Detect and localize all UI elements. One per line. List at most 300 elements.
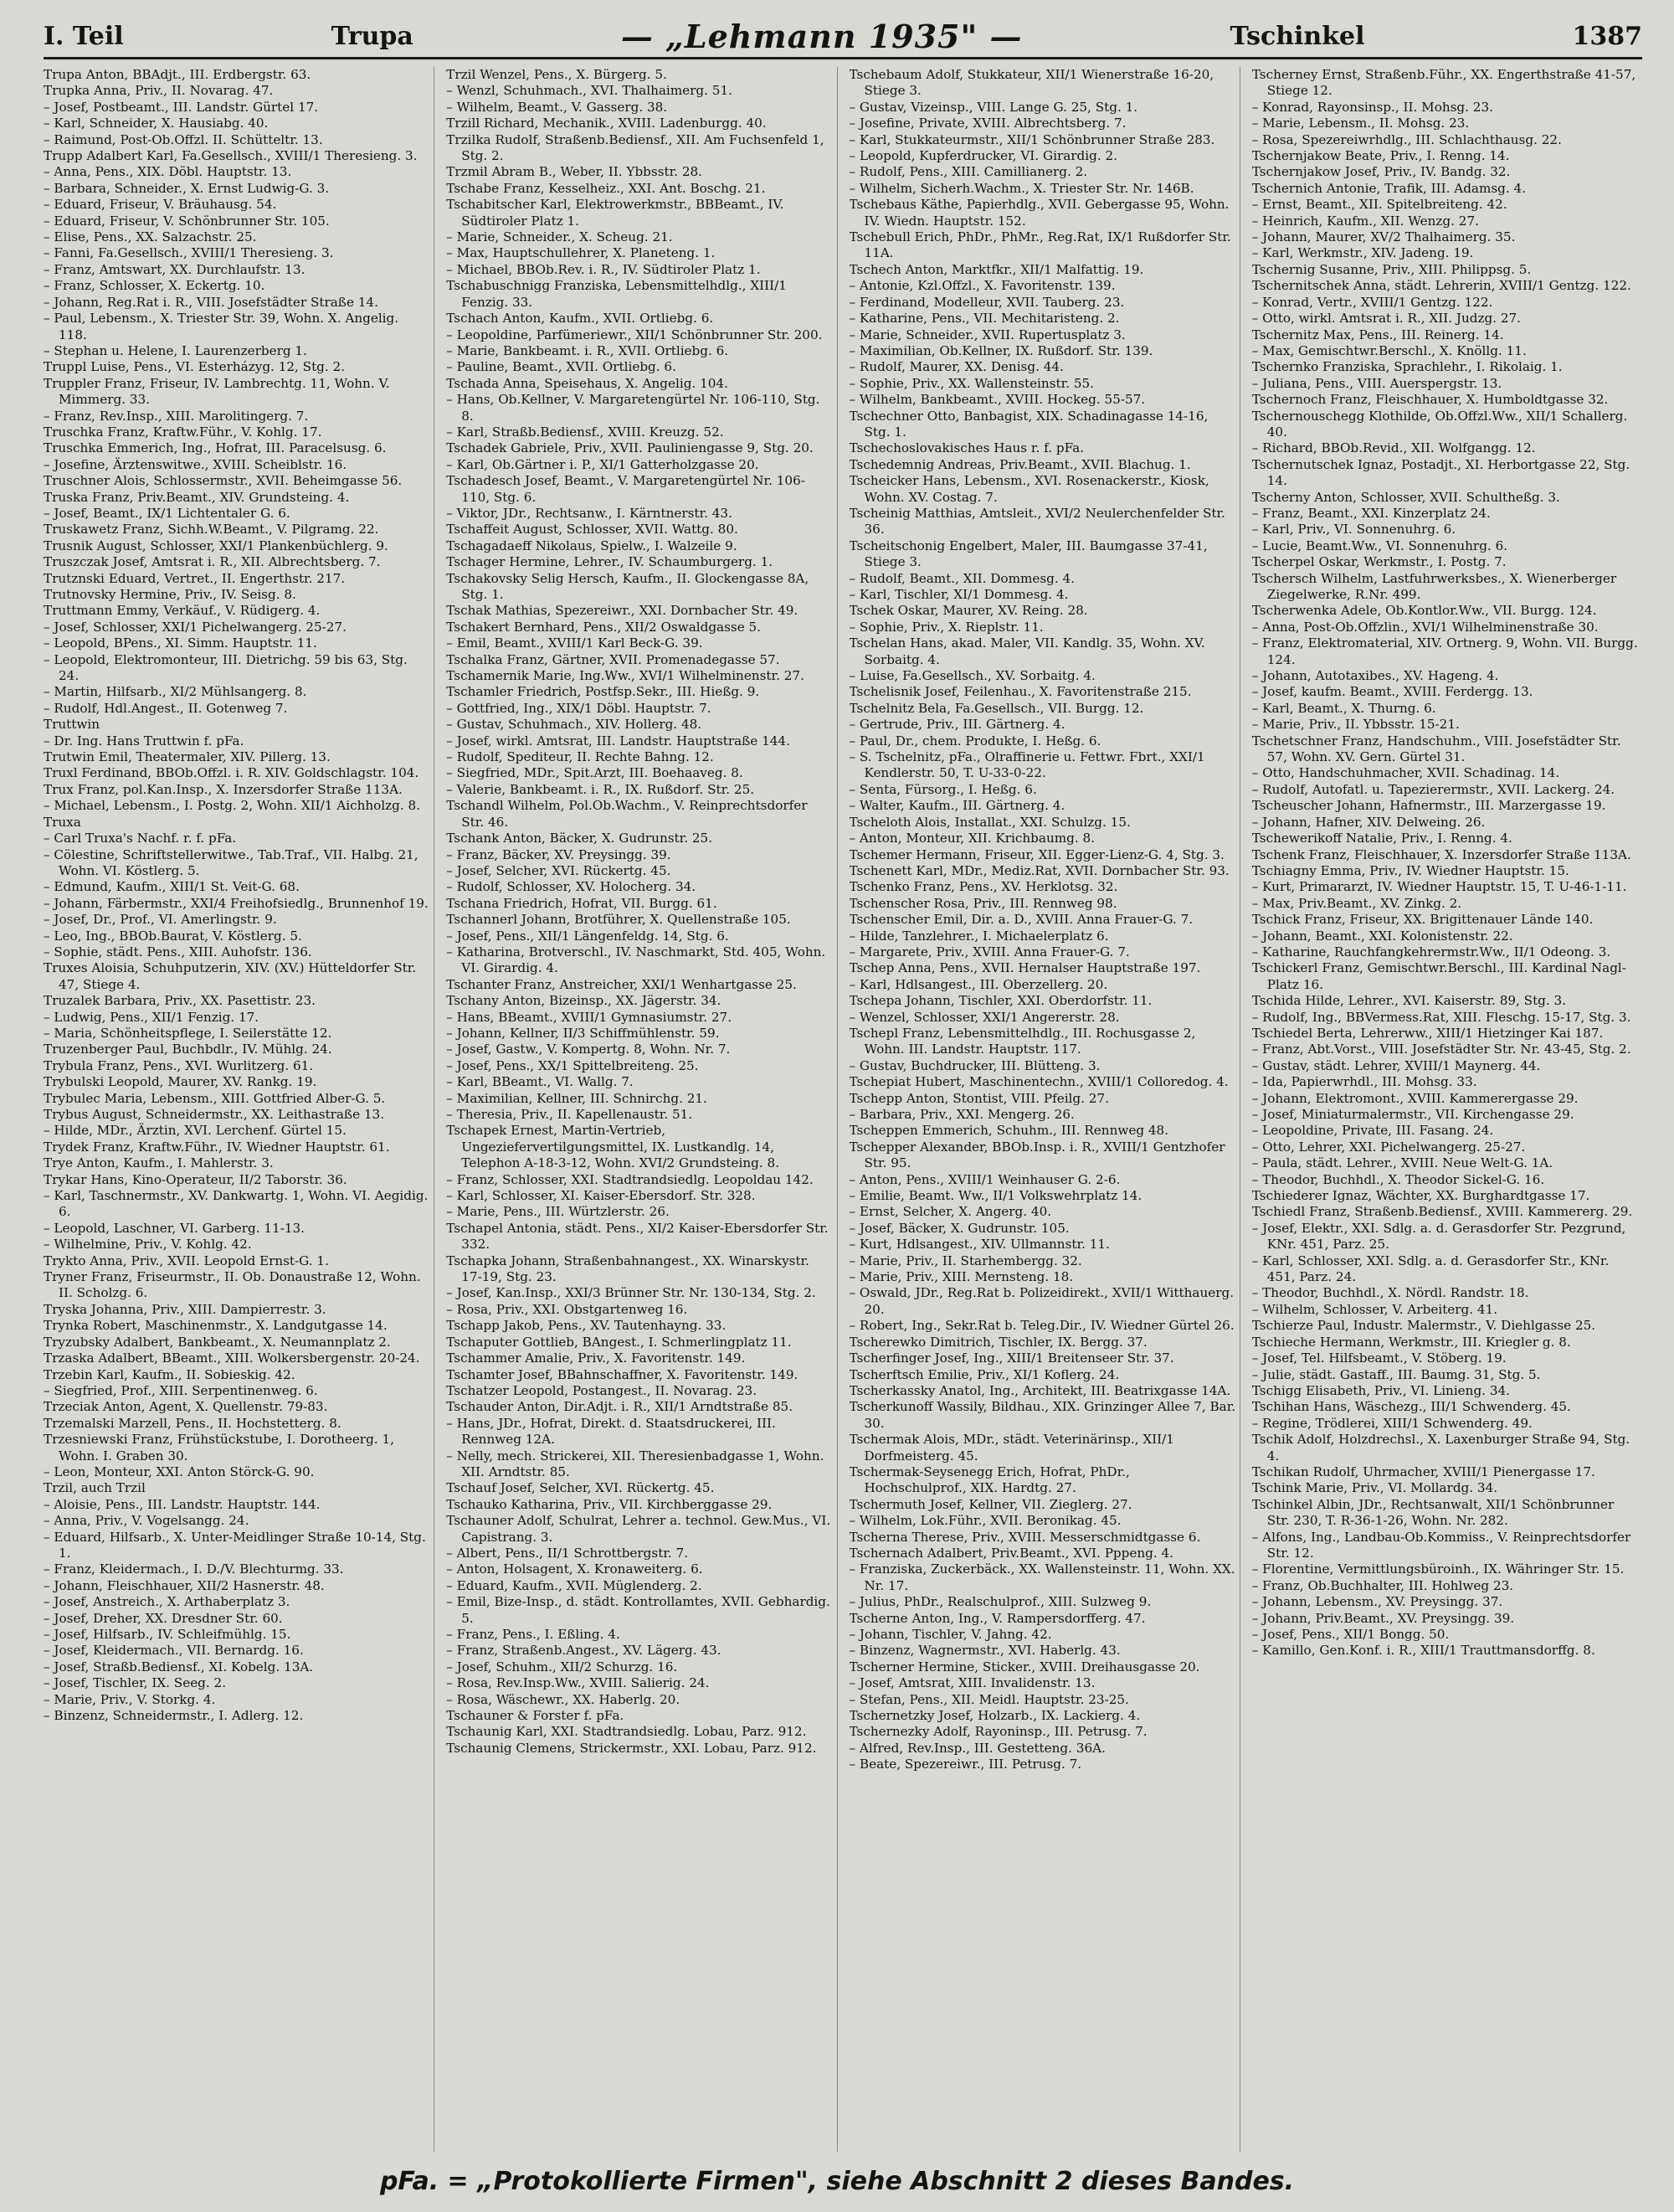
directory-entry: Tschiagny Emma, Priv., IV. Wiedner Hauptstr. 15.	[1251, 862, 1569, 878]
directory-entry: Trux Franz, pol.Kan.Insp., X. Inzersdorfer Straße 113A.	[44, 781, 403, 797]
directory-entry: – Anna, Post-Ob.Offzlin., XVI/1 Wilhelminenstraße 30.	[1251, 619, 1599, 635]
directory-entry: – Leopoldine, Parfümeriewr., XII/1 Schönbrunner Str. 200.	[446, 327, 823, 342]
directory-entry: – Leopold, BPens., XI. Simm. Hauptstr. 11.	[44, 635, 317, 651]
directory-entry: Tschandl Wilhelm, Pol.Ob.Wachm., V. Reinprechtsdorfer Str. 46.	[446, 798, 808, 830]
directory-entry: Tschakovsky Selig Hersch, Kaufm., II. Glockengasse 8A, Stg. 1.	[446, 570, 809, 602]
directory-entry: – Luise, Fa.Gesellsch., XV. Sorbaitg. 4.	[849, 668, 1096, 684]
directory-entry: Tschamter Josef, BBahnschaffner, X. Favoritenstr. 149.	[446, 1366, 798, 1382]
directory-entry: Tschernetzky Josef, Holzarb., IX. Lackierg. 4.	[849, 1708, 1141, 1724]
directory-entry: Tscherna Therese, Priv., XVIII. Messerschmidtgasse 6.	[849, 1529, 1201, 1545]
directory-entry: – Josef, Postbeamt., III. Landstr. Gürtel 17.	[44, 99, 319, 115]
directory-entry: – Josef, Miniaturmalermstr., VII. Kirchengasse 29.	[1251, 1107, 1574, 1122]
directory-entry: Trybus August, Schneidermstr., XX. Leithastraße 13.	[44, 1107, 385, 1122]
directory-entry: – Richard, BBOb.Revid., XII. Wolfgangg. 12.	[1251, 440, 1536, 456]
directory-entry: – Barbara, Priv., XXI. Mengerg. 26.	[849, 1107, 1075, 1122]
directory-entry: Tschernach Adalbert, Priv.Beamt., XVI. Pppeng. 4.	[849, 1545, 1174, 1561]
directory-entry: – Gustav, städt. Lehrer, XVIII/1 Maynerg. 44.	[1251, 1057, 1541, 1073]
directory-entry: – Marie, Schneider., XVII. Rupertusplatz 3.	[849, 327, 1126, 342]
directory-entry: Tschabe Franz, Kesselheiz., XXI. Ant. Boschg. 21.	[446, 180, 766, 196]
directory-entry: Tscheppen Emmerich, Schuhm., III. Rennweg 48.	[849, 1123, 1169, 1139]
directory-entry: – Hans, JDr., Hofrat, Direkt. d. Staatsdruckerei, III. Rennweg 12A.	[446, 1415, 776, 1448]
directory-entry: Tschenscher Rosa, Priv., III. Rennweg 98.	[849, 895, 1117, 911]
directory-entry: Trupp Adalbert Karl, Fa.Gesellsch., XVIII/1 Theresieng. 3.	[44, 148, 418, 164]
directory-entry: Tschada Anna, Speisehaus, X. Angelig. 104.	[446, 375, 728, 391]
directory-entry: – Raimund, Post-Ob.Offzl. II. Schütteltr. 13.	[44, 131, 323, 147]
directory-entry: – Leopold, Kupferdrucker, VI. Girardig. 2.	[849, 148, 1117, 164]
directory-entry: Trykar Hans, Kino-Operateur, II/2 Taborstr. 36.	[44, 1171, 347, 1187]
directory-entry: – Viktor, JDr., Rechtsanw., I. Kärntnerstr. 43.	[446, 505, 732, 521]
directory-entry: – Gertrude, Priv., III. Gärtnerg. 4.	[849, 717, 1066, 733]
directory-entry: – Lucie, Beamt.Ww., VI. Sonnenuhrg. 6.	[1251, 538, 1508, 553]
directory-entry: – Karl, Stukkateurmstr., XII/1 Schönbrunner Straße 283.	[849, 131, 1215, 147]
directory-entry: – Pauline, Beamt., XVII. Ortliebg. 6.	[446, 359, 676, 375]
directory-entry: Trykto Anna, Priv., XVII. Leopold Ernst-G. 1.	[44, 1253, 329, 1268]
directory-entry: Tschep Anna, Pens., XVII. Hernalser Hauptstraße 197.	[849, 960, 1201, 976]
directory-entry: Trye Anton, Kaufm., I. Mahlerstr. 3.	[44, 1155, 274, 1171]
directory-entry: – Johann, Elektromont., XVIII. Kammerergasse 29.	[1251, 1090, 1579, 1106]
directory-entry: Tschida Hilde, Lehrer., XVI. Kaiserstr. 89, Stg. 3.	[1251, 993, 1567, 1009]
directory-entry: – Johann, Fleischhauer, XII/2 Hasnerstr. 48.	[44, 1577, 325, 1593]
directory-entry: Tschauder Anton, Dir.Adjt. i. R., XII/1 Arndtstraße 85.	[446, 1399, 793, 1415]
directory-entry: – Karl, Schneider, X. Hausiabg. 40.	[44, 116, 269, 131]
directory-entry: Tschapka Johann, Straßenbahnangest., XX. Winarskystr. 17-19, Stg. 23.	[446, 1253, 809, 1285]
directory-entry: – Hilde, MDr., Ärztin, XVI. Lerchenf. Gürtel 15.	[44, 1123, 347, 1139]
directory-entry: Tschenk Franz, Fleischhauer, X. Inzersdorfer Straße 113A.	[1251, 846, 1631, 862]
directory-entry: Tscherny Anton, Schlosser, XVII. Schultheßg. 3.	[1251, 489, 1560, 505]
directory-entry: – Emilie, Beamt. Ww., II/1 Volkswehrplatz 14.	[849, 1188, 1143, 1204]
directory-entry: Tschermuth Josef, Kellner, VII. Zieglerg. 27.	[849, 1496, 1132, 1512]
directory-entry: – Franz, Ob.Buchhalter, III. Hohlweg 23.	[1251, 1577, 1514, 1593]
directory-entry: – Josef, Pens., XX/1 Spittelbreiteng. 25.	[446, 1057, 699, 1073]
directory-entry: Tschernko Franziska, Sprachlehr., I. Rikolaig. 1.	[1251, 359, 1563, 375]
directory-entry: – Nelly, mech. Strickerei, XII. Theresienbadgasse 1, Wohn. XII. Arndtstr. 85.	[446, 1448, 824, 1479]
directory-entry: – Josef, Pens., XII/1 Längenfeldg. 14, Stg. 6.	[446, 928, 729, 944]
directory-entry: Tschiedl Franz, Straßenb.Bediensf., XVIII. Kammererg. 29.	[1251, 1204, 1633, 1220]
directory-entry: Tschadesch Josef, Beamt., V. Margaretengürtel Nr. 106-110, Stg. 6.	[446, 473, 805, 505]
directory-entry: – Marie, Lebensm., II. Mohsg. 23.	[1251, 116, 1470, 131]
directory-entry: – Anton, Monteur, XII. Krichbaumg. 8.	[849, 831, 1095, 846]
directory-entry: Tscheicker Hans, Lebensm., XVI. Rosenackerstr., Kiosk, Wohn. XV. Costag. 7.	[849, 473, 1209, 505]
directory-entry: – Josef, Kan.Insp., XXI/3 Brünner Str. Nr. 130-134, Stg. 2.	[446, 1285, 816, 1301]
directory-entry: Tschedemnig Andreas, Priv.Beamt., XVII. Blachug. 1.	[849, 456, 1191, 472]
directory-entry: – Josefine, Private, XVIII. Albrechtsberg. 7.	[849, 116, 1127, 131]
directory-entry: – Rudolf, Maurer, XX. Denisg. 44.	[849, 359, 1064, 375]
directory-entry: Tschechner Otto, Banbagist, XIX. Schadinagasse 14-16, Stg. 1.	[849, 408, 1209, 440]
directory-entry: – Franz, Pens., I. Eßling. 4.	[446, 1627, 620, 1642]
directory-entry: – Josef, Anstreich., X. Arthaberplatz 3.	[44, 1594, 290, 1610]
directory-entry: – Karl, Hdlsangest., III. Oberzellerg. 20.	[849, 976, 1108, 992]
directory-entry: Tschapel Antonia, städt. Pens., XI/2 Kaiser-Ebersdorfer Str. 332.	[446, 1220, 829, 1253]
directory-entry: Tschink Marie, Priv., VI. Mollardg. 34.	[1251, 1480, 1498, 1496]
directory-entry: – Marie, Priv., XIII. Mernsteng. 18.	[849, 1269, 1074, 1285]
directory-entry: – Karl, Taschnermstr., XV. Dankwartg. 1, Wohn. VI. Aegidig. 6.	[44, 1188, 429, 1220]
directory-entry: – Marie, Bankbeamt. i. R., XVII. Ortliebg. 6.	[446, 342, 729, 358]
directory-entry: Tschick Franz, Friseur, XX. Brigittenauer Lände 140.	[1251, 912, 1594, 928]
directory-entry: – Wilhelm, Lok.Führ., XVII. Beronikag. 45.	[849, 1513, 1122, 1529]
header-first-entry: Trupa	[331, 21, 413, 51]
directory-entry: – Ida, Papierwrhdl., III. Mohsg. 33.	[1251, 1074, 1477, 1090]
directory-columns	[44, 67, 1642, 2152]
directory-entry: – Kurt, Primararzt, IV. Wiedner Hauptstr. 15, T. U-46-1-11.	[1251, 879, 1627, 895]
directory-entry: Trupka Anna, Priv., II. Novarag. 47.	[44, 83, 274, 99]
directory-entry: Tscheuscher Johann, Hafnermstr., III. Marzergasse 19.	[1251, 798, 1606, 814]
directory-entry: Trzil Wenzel, Pens., X. Bürgerg. 5.	[446, 67, 667, 82]
directory-entry: – Josef, Dr., Prof., VI. Amerlingstr. 9.	[44, 912, 277, 928]
directory-entry: Tscherpel Oskar, Werkmstr., I. Postg. 7.	[1251, 554, 1507, 570]
directory-entry: Tschikan Rudolf, Uhrmacher, XVIII/1 Pienergasse 17.	[1251, 1464, 1595, 1479]
directory-entry: – Hilde, Tanzlehrer., I. Michaelerplatz 6.	[849, 928, 1109, 944]
directory-entry: – Carl Truxa's Nachf. r. f. pFa.	[44, 831, 237, 846]
directory-entry: Tschernutschek Ignaz, Postadjt., XI. Herbortgasse 22, Stg. 14.	[1251, 456, 1630, 489]
directory-entry: – Martin, Hilfsarb., XI/2 Mühlsangerg. 8.	[44, 684, 307, 700]
directory-entry: – Josef, Hilfsarb., IV. Schleifmühlg. 15.	[44, 1627, 291, 1642]
directory-entry: – Rosa, Spezereiwrhdlg., III. Schlachthausg. 22.	[1251, 131, 1562, 147]
directory-entry: Tschermak-Seysenegg Erich, Hofrat, PhDr., Hochschulprof., XIX. Hardtg. 27.	[849, 1464, 1130, 1496]
directory-entry: – Max, Hauptschullehrer, X. Planeteng. 1.	[446, 245, 716, 261]
directory-entry: – Albert, Pens., II/1 Schrottbergstr. 7.	[446, 1545, 689, 1561]
directory-entry: – Marie, Priv., V. Storkg. 4.	[44, 1691, 216, 1707]
directory-entry: Tschierze Paul, Industr. Malermstr., V. Diehlgasse 25.	[1251, 1318, 1596, 1334]
column-1	[44, 67, 434, 2152]
directory-entry: – Josef, Pens., XII/1 Bongg. 50.	[1251, 1627, 1450, 1642]
directory-entry: – Beate, Spezereiwr., III. Petrusg. 7.	[849, 1757, 1082, 1772]
directory-entry: Tschenscher Emil, Dir. a. D., XVIII. Anna Frauer-G. 7.	[849, 912, 1194, 928]
directory-entry: – Stefan, Pens., XII. Meidl. Hauptstr. 23-25.	[849, 1691, 1129, 1707]
directory-entry: – Josef, Straßb.Bediensf., XI. Kobelg. 13A.	[44, 1659, 314, 1674]
directory-entry: – Franz, Elektromaterial, XIV. Ortnerg. 9, Wohn. VII. Burgg. 124.	[1251, 635, 1638, 667]
directory-entry: Tscherfinger Josef, Ing., XIII/1 Breitenseer Str. 37.	[849, 1350, 1174, 1366]
directory-entry: – Rudolf, Hdl.Angest., II. Gotenweg 7.	[44, 700, 288, 716]
directory-entry: Tschiederer Ignaz, Wächter, XX. Burghardtgasse 17.	[1251, 1188, 1590, 1204]
directory-entry: – Eduard, Friseur, V. Bräuhausg. 54.	[44, 197, 277, 213]
directory-entry: – Rosa, Rev.Insp.Ww., XVIII. Salierig. 24.	[446, 1675, 710, 1691]
directory-entry: Tschech Anton, Marktfkr., XII/1 Malfattig. 19.	[849, 261, 1144, 277]
directory-entry: Tschapek Ernest, Martin-Vertrieb, Ungeziefervertilgungsmittel, IX. Lustkandlg. 14, Telephon A-18-3-12, Wohn. XVI/2 Grundsteing. 8.	[446, 1123, 780, 1171]
directory-entry: – Alfons, Ing., Landbau-Ob.Kommiss., V. Reinprechtsdorfer Str. 12.	[1251, 1529, 1631, 1561]
directory-entry: – Paula, städt. Lehrer., XVIII. Neue Welt-G. 1A.	[1251, 1155, 1553, 1171]
directory-entry: – Josef, Kleidermach., VII. Bernardg. 16.	[44, 1643, 304, 1659]
directory-entry: Trzeciak Anton, Agent, X. Quellenstr. 79-83.	[44, 1399, 328, 1415]
page-number: 1387	[1572, 21, 1642, 51]
directory-entry: Truschka Emmerich, Ing., Hofrat, III. Paracelsusg. 6.	[44, 440, 387, 456]
directory-entry: – Josef, Schlosser, XXI/1 Pichelwangerg. 25-27.	[44, 619, 347, 635]
directory-entry: – Johann, Hafner, XIV. Delweing. 26.	[1251, 814, 1486, 830]
directory-entry: – Josef, Gastw., V. Kompertg. 8, Wohn. Nr. 7.	[446, 1042, 731, 1057]
directory-entry: Tschernoch Franz, Fleischhauer, X. Humboldtgasse 32.	[1251, 392, 1609, 408]
directory-entry: Tschauner Adolf, Schulrat, Lehrer a. technol. Gew.Mus., VI. Capistrang. 3.	[446, 1513, 831, 1545]
directory-entry: Truttwin	[44, 717, 100, 733]
directory-entry: Tscherne Anton, Ing., V. Rampersdorfferg. 47.	[849, 1610, 1146, 1626]
directory-entry: – Leopold, Laschner, VI. Garberg. 11-13.	[44, 1220, 306, 1236]
directory-entry: – Dr. Ing. Hans Truttwin f. pFa.	[44, 733, 244, 748]
directory-entry: Truszczak Josef, Amtsrat i. R., XII. Albrechtsberg. 7.	[44, 554, 381, 570]
directory-entry: Tschaffeit August, Schlosser, XVII. Wattg. 80.	[446, 522, 738, 538]
directory-entry: Tscherftsch Emilie, Priv., XI/1 Koflerg. 24.	[849, 1366, 1120, 1382]
directory-entry: – Emil, Beamt., XVIII/1 Karl Beck-G. 39.	[446, 635, 703, 651]
directory-entry: – Julie, städt. Gastaff., III. Baumg. 31, Stg. 5.	[1251, 1366, 1541, 1382]
directory-entry: Tschalka Franz, Gärtner, XVII. Promenadegasse 57.	[446, 651, 780, 667]
directory-entry: – Ferdinand, Modelleur, XVII. Tauberg. 23.	[849, 294, 1125, 310]
directory-entry: Tschamler Friedrich, Postfsp.Sekr., III. Hießg. 9.	[446, 684, 760, 700]
directory-entry: – Josef, Bäcker, X. Gudrunstr. 105.	[849, 1220, 1070, 1236]
directory-entry: – Johann, Reg.Rat i. R., VIII. Josefstädter Straße 14.	[44, 294, 378, 310]
directory-entry: – Binzenz, Wagnermstr., XVI. Haberlg. 43.	[849, 1643, 1121, 1659]
directory-entry: Truppl Luise, Pens., VI. Esterházyg. 12, Stg. 2.	[44, 359, 346, 375]
directory-entry: – Maximilian, Ob.Kellner, IX. Rußdorf. Str. 139.	[849, 342, 1153, 358]
directory-entry: – Konrad, Vertr., XVIII/1 Gentzg. 122.	[1251, 294, 1493, 310]
directory-entry: Trupa Anton, BBAdjt., III. Erdbergstr. 63.	[44, 67, 311, 82]
directory-entry: Trybulec Maria, Lebensm., XIII. Gottfried Alber-G. 5.	[44, 1090, 386, 1106]
directory-entry: Tschakert Bernhard, Pens., XII/2 Oswaldgasse 5.	[446, 619, 762, 635]
directory-entry: – Franz, Beamt., XXI. Kinzerplatz 24.	[1251, 505, 1491, 521]
directory-entry: Tschik Adolf, Holzdrechsl., X. Laxenburger Straße 94, Stg. 4.	[1251, 1432, 1630, 1464]
directory-entry: Tschepp Anton, Stontist, VIII. Pfeilg. 27.	[849, 1090, 1109, 1106]
page-footer-note: pFa. = „Protokollierte Firmen", siehe Abschnitt 2 dieses Bandes.	[379, 2167, 1295, 2196]
directory-entry: – Wenzl, Schuhmach., XVI. Thalhaimerg. 51.	[446, 83, 732, 99]
directory-entry: Tschechoslovakisches Haus r. f. pFa.	[849, 440, 1084, 456]
directory-entry: Trzmil Abram B., Weber, II. Ybbsstr. 28.	[446, 164, 702, 180]
directory-entry: Tschersch Wilhelm, Lastfuhrwerksbes., X. Wienerberger Ziegelwerke, R.Nr. 499.	[1251, 570, 1617, 602]
directory-entry: Tschadek Gabriele, Priv., XVII. Pauliniengasse 9, Stg. 20.	[446, 440, 814, 456]
directory-entry: Tschepper Alexander, BBOb.Insp. i. R., XVIII/1 Gentzhofer Str. 95.	[849, 1139, 1225, 1171]
directory-entry: – Hans, BBeamt., XVIII/1 Gymnasiumstr. 27.	[446, 1009, 732, 1025]
directory-entry: – Paul, Dr., chem. Produkte, I. Heßg. 6.	[849, 733, 1101, 748]
directory-entry: Tschauner & Forster f. pFa.	[446, 1708, 624, 1724]
directory-entry: – Maria, Schönheitspflege, I. Seilerstätte 12.	[44, 1025, 332, 1041]
directory-entry: – Otto, wirkl. Amtsrat i. R., XII. Judzg. 27.	[1251, 311, 1521, 327]
directory-entry: – Josefine, Ärztenswitwe., XVIII. Scheiblstr. 16.	[44, 456, 347, 472]
directory-entry: – Karl, Schlosser, XI. Kaiser-Ebersdorf. Str. 328.	[446, 1188, 756, 1204]
directory-entry: Truxa	[44, 814, 81, 830]
directory-entry: – Eduard, Hilfsarb., X. Unter-Meidlinger Straße 10-14, Stg. 1.	[44, 1529, 426, 1561]
directory-entry: – Johann, Kellner, II/3 Schiffmühlenstr. 59.	[446, 1025, 720, 1041]
directory-entry: – Rudolf, Beamt., XII. Dommesg. 4.	[849, 570, 1076, 586]
directory-entry: Tschaputer Gottlieb, BAngest., I. Schmerlingplatz 11.	[446, 1334, 792, 1350]
directory-entry: Trzill Richard, Mechanik., XVIII. Ladenburgg. 40.	[446, 116, 767, 131]
directory-entry: – Wilhelm, Bankbeamt., XVIII. Hockeg. 55-57.	[849, 392, 1146, 408]
column-4	[1252, 67, 1642, 2152]
directory-entry: – Anton, Pens., XVIII/1 Weinhauser G. 2-6.	[849, 1171, 1121, 1187]
column-3	[850, 67, 1240, 2152]
directory-entry: – Johann, Maurer, XV/2 Thalhaimerg. 35.	[1251, 229, 1516, 245]
directory-entry: – Franz, Kleidermach., I. D./V. Blechturmg. 33.	[44, 1561, 344, 1577]
directory-entry: – Wilhelm, Beamt., V. Gasserg. 38.	[446, 99, 668, 115]
column-2	[446, 67, 837, 2152]
directory-entry: – Franz, Rev.Insp., XIII. Marolitingerg. 7.	[44, 408, 309, 424]
directory-entry: Tschihan Hans, Wäschezg., III/1 Schwenderg. 45.	[1251, 1399, 1571, 1415]
directory-entry: Tschagadaeff Nikolaus, Spielw., I. Walzeile 9.	[446, 538, 737, 553]
directory-entry: – Julius, PhDr., Realschulprof., XIII. Sulzweg 9.	[849, 1594, 1152, 1610]
directory-entry: – Leopoldine, Private, III. Fasang. 24.	[1251, 1123, 1494, 1139]
directory-entry: – Karl, BBeamt., VI. Wallg. 7.	[446, 1074, 634, 1090]
directory-entry: – Ludwig, Pens., XII/1 Fenzig. 17.	[44, 1009, 259, 1025]
directory-entry: – Josef, Amtsrat, XIII. Invalidenstr. 13.	[849, 1675, 1096, 1691]
directory-entry: – Gustav, Vizeinsp., VIII. Lange G. 25, Stg. 1.	[849, 99, 1138, 115]
directory-entry: Trutwin Emil, Theatermaler, XIV. Pillerg. 13.	[44, 749, 331, 765]
directory-entry: – Josef, wirkl. Amtsrat, III. Landstr. Hauptstraße 144.	[446, 733, 790, 748]
directory-entry: – Katharine, Pens., VII. Mechitaristeng. 2.	[849, 311, 1120, 327]
directory-entry: Tschepa Johann, Tischler, XXI. Oberdorfstr. 11.	[849, 993, 1153, 1009]
directory-entry: Tschernig Susanne, Priv., XIII. Philippsg. 5.	[1251, 261, 1532, 277]
directory-entry: Tschernezky Adolf, Rayoninsp., III. Petrusg. 7.	[849, 1724, 1148, 1740]
directory-entry: – Theodor, Buchhdl., X. Nördl. Randstr. 18.	[1251, 1285, 1529, 1301]
directory-entry: – Franz, Schlosser, X. Eckertg. 10.	[44, 278, 265, 294]
directory-entry: Trynka Robert, Maschinenmstr., X. Landgutgasse 14.	[44, 1318, 388, 1334]
directory-entry: – Johann, Beamt., XXI. Kolonistenstr. 22.	[1251, 928, 1513, 944]
directory-entry: Tschabitscher Karl, Elektrowerkmstr., BBBeamt., IV. Südtiroler Platz 1.	[446, 197, 784, 229]
directory-entry: – Josef, Tel. Hilfsbeamt., V. Stöberg. 19.	[1251, 1350, 1507, 1366]
directory-entry: Tschebaus Käthe, Papierhdlg., XVII. Gebergasse 95, Wohn. IV. Wiedn. Hauptstr. 152.	[849, 197, 1230, 229]
directory-entry: Tschernouschegg Klothilde, Ob.Offzl.Ww., XII/1 Schallerg. 40.	[1251, 408, 1628, 440]
directory-entry: – Franz, Bäcker, XV. Preysingg. 39.	[446, 846, 671, 862]
directory-entry: – Stephan u. Helene, I. Laurenzerberg 1.	[44, 342, 307, 358]
directory-entry: – Binzenz, Schneidermstr., I. Adlerg. 12.	[44, 1708, 304, 1724]
directory-entry: – Gustav, Schuhmach., XIV. Hollerg. 48.	[446, 717, 702, 733]
directory-entry: – Franz, Straßenb.Angest., XV. Lägerg. 43.	[446, 1643, 721, 1659]
directory-entry: Tschauko Katharina, Priv., VII. Kirchberggasse 29.	[446, 1496, 773, 1512]
directory-entry: – Josef, Dreher, XX. Dresdner Str. 60.	[44, 1610, 283, 1626]
directory-entry: Tscherney Ernst, Straßenb.Führ., XX. Engerthstraße 41-57, Stiege 12.	[1251, 67, 1636, 99]
directory-entry: – Marie, Pens., III. Würtzlerstr. 26.	[446, 1204, 670, 1220]
directory-entry: Tschernich Antonie, Trafik, III. Adamsg. 4.	[1251, 180, 1527, 196]
directory-entry: – Wilhelmine, Priv., V. Kohlg. 42.	[44, 1237, 252, 1253]
directory-entry: – Josef, Schuhm., XII/2 Schurzg. 16.	[446, 1659, 678, 1674]
directory-entry: – Sophie, städt. Pens., XIII. Auhofstr. 136.	[44, 944, 312, 959]
directory-entry: – Leon, Monteur, XXI. Anton Störck-G. 90.	[44, 1464, 315, 1479]
directory-entry: – Juliana, Pens., VIII. Auerspergstr. 13.	[1251, 375, 1502, 391]
directory-entry: Tschelisnik Josef, Feilenhau., X. Favoritenstraße 215.	[849, 684, 1192, 700]
directory-entry: – Emil, Bize-Insp., d. städt. Kontrollamtes, XVII. Gebhardig. 5.	[446, 1594, 830, 1626]
directory-entry: – Theodor, Buchhdl., X. Theodor Sickel-G. 16.	[1251, 1171, 1545, 1187]
directory-entry: Tschana Friedrich, Hofrat, VII. Burgg. 61.	[446, 895, 717, 911]
directory-entry: – Rosa, Priv., XXI. Obstgartenweg 16.	[446, 1301, 688, 1317]
directory-entry: – Gottfried, Ing., XIX/1 Döbl. Hauptstr. 7.	[446, 700, 711, 716]
directory-entry: Trzebin Karl, Kaufm., II. Sobieskig. 42.	[44, 1366, 295, 1382]
directory-entry: – Valerie, Bankbeamt. i. R., IX. Rußdorf. Str. 25.	[446, 781, 755, 797]
directory-entry: Tschepl Franz, Lebensmittelhdlg., III. Rochusgasse 2, Wohn. III. Landstr. Hauptstr. 117.	[849, 1025, 1196, 1057]
directory-entry: Tschager Hermine, Lehrer., IV. Schaumburgerg. 1.	[446, 554, 773, 570]
directory-entry: – Antonie, Kzl.Offzl., X. Favoritenstr. 139.	[849, 278, 1116, 294]
directory-entry: – Katharina, Brotverschl., IV. Naschmarkt, Std. 405, Wohn. VI. Girardig. 4.	[446, 944, 826, 976]
directory-entry: – Anna, Priv., V. Vogelsangg. 24.	[44, 1513, 249, 1529]
directory-entry: – Marie, Schneider., X. Scheug. 21.	[446, 229, 673, 245]
directory-entry: – Karl, Straßb.Bediensf., XVIII. Kreuzg. 52.	[446, 424, 724, 440]
directory-entry: Tschamernik Marie, Ing.Ww., XVI/1 Wilhelminenstr. 27.	[446, 668, 804, 684]
directory-entry: – Gustav, Buchdrucker, III. Blütteng. 3.	[849, 1057, 1101, 1073]
page-header	[44, 15, 1642, 57]
directory-entry: – S. Tschelnitz, pFa., Olraffinerie u. Fettwr. Fbrt., XXI/1 Kendlerstr. 50, T. U-33-0-22.	[849, 749, 1205, 781]
directory-entry: Trzaska Adalbert, BBeamt., XIII. Wolkersbergenstr. 20-24.	[44, 1350, 420, 1366]
directory-entry: Tschammer Amalie, Priv., X. Favoritenstr. 149.	[446, 1350, 746, 1366]
directory-entry: Tschebaum Adolf, Stukkateur, XII/1 Wienerstraße 16-20, Stiege 3.	[849, 67, 1214, 99]
directory-entry: Tschank Anton, Bäcker, X. Gudrunstr. 25.	[446, 831, 713, 846]
directory-entry: Tschewerikoff Natalie, Priv., I. Renng. 4.	[1251, 831, 1512, 846]
directory-entry: Tschelnitz Bela, Fa.Gesellsch., VII. Burgg. 12.	[849, 700, 1144, 716]
directory-entry: – Michael, BBOb.Rev. i. R., IV. Südtiroler Platz 1.	[446, 261, 761, 277]
directory-entry: – Josef, kaufm. Beamt., XVIII. Ferdergg. 13.	[1251, 684, 1533, 700]
directory-entry: – Johann, Autotaxibes., XV. Hageng. 4.	[1251, 668, 1499, 684]
directory-entry: Tschatzer Leopold, Postangest., II. Novarag. 23.	[446, 1382, 757, 1398]
directory-entry: Trzil, auch Trzil	[44, 1480, 146, 1496]
directory-entry: – Elise, Pens., XX. Salzachstr. 25.	[44, 229, 257, 245]
directory-entry: Trzemalski Marzell, Pens., II. Hochstetterg. 8.	[44, 1415, 341, 1431]
directory-entry: Tschelan Hans, akad. Maler, VII. Kandlg. 35, Wohn. XV. Sorbaitg. 4.	[849, 635, 1205, 667]
directory-entry: – Walter, Kaufm., III. Gärtnerg. 4.	[849, 798, 1066, 814]
directory-entry: – Otto, Handschuhmacher, XVII. Schadinag. 14.	[1251, 765, 1560, 781]
directory-entry: – Theresia, Priv., II. Kapellenaustr. 51.	[446, 1107, 693, 1122]
directory-entry: – Leopold, Elektromonteur, III. Dietrichg. 59 bis 63, Stg. 24.	[44, 651, 408, 684]
directory-entry: Tschek Oskar, Maurer, XV. Reing. 28.	[849, 603, 1088, 619]
directory-entry: – Rosa, Wäschewr., XX. Haberlg. 20.	[446, 1691, 680, 1707]
directory-entry: Truxes Aloisia, Schuhputzerin, XIV. (XV.) Hütteldorfer Str. 47, Stiege 4.	[44, 960, 417, 992]
directory-entry: Truxl Ferdinand, BBOb.Offzl. i. R. XIV. Goldschlagstr. 104.	[44, 765, 419, 781]
directory-entry: Trzesniewski Franz, Frühstückstube, I. Dorotheerg. 1, Wohn. I. Graben 30.	[44, 1432, 394, 1464]
directory-entry: Tschany Anton, Bizeinsp., XX. Jägerstr. 34.	[446, 993, 721, 1009]
directory-entry: – Regine, Trödlerei, XIII/1 Schwenderg. 49.	[1251, 1415, 1533, 1431]
directory-entry: – Franz, Amtswart, XX. Durchlaufstr. 13.	[44, 261, 306, 277]
directory-entry: – Konrad, Rayonsinsp., II. Mohsg. 23.	[1251, 99, 1493, 115]
directory-entry: Tscheinig Matthias, Amtsleit., XVI/2 Neulerchenfelder Str. 36.	[849, 505, 1225, 538]
directory-entry: Tschak Mathias, Spezereiwr., XXI. Dornbacher Str. 49.	[446, 603, 798, 619]
directory-entry: Tschach Anton, Kaufm., XVII. Ortliebg. 6.	[446, 311, 714, 327]
directory-entry: Tschermak Alois, MDr., städt. Veterinärinsp., XII/1 Dorfmeisterg. 45.	[849, 1432, 1174, 1464]
directory-entry: – Ernst, Selcher, X. Angerg. 40.	[849, 1204, 1052, 1220]
directory-entry: – Josef, Selcher, XVI. Rückertg. 45.	[446, 862, 671, 878]
directory-entry: Tscherkassky Anatol, Ing., Architekt, III. Beatrixgasse 14A.	[849, 1382, 1231, 1398]
directory-entry: – Fanni, Fa.Gesellsch., XVIII/1 Theresieng. 3.	[44, 245, 334, 261]
directory-entry: – Alfred, Rev.Insp., III. Gestetteng. 36A.	[849, 1740, 1106, 1756]
directory-entry: – Johann, Lebensm., XV. Preysingg. 37.	[1251, 1594, 1503, 1610]
directory-entry: – Sophie, Priv., XX. Wallensteinstr. 55.	[849, 375, 1094, 391]
header-part-label: I. Teil	[44, 21, 124, 51]
directory-entry: – Paul, Lebensm., X. Triester Str. 39, Wohn. X. Angelig. 118.	[44, 311, 399, 342]
directory-entry: – Karl, Priv., VI. Sonnenuhrg. 6.	[1251, 522, 1456, 538]
directory-entry: – Rudolf, Schlosser, XV. Holocherg. 34.	[446, 879, 696, 895]
directory-entry: Tscherewko Dimitrich, Tischler, IX. Bergg. 37.	[849, 1334, 1148, 1350]
directory-entry: Trusnik August, Schlosser, XXI/1 Plankenbüchlerg. 9.	[44, 538, 388, 553]
directory-entry: – Siegfried, MDr., Spit.Arzt, III. Boehaaveg. 8.	[446, 765, 743, 781]
directory-entry: – Siegfried, Prof., XIII. Serpentinenweg. 6.	[44, 1382, 318, 1398]
directory-entry: Tschickerl Franz, Gemischtwr.Berschl., III. Kardinal Nagl-Platz 16.	[1251, 960, 1626, 992]
directory-entry: Tschernitz Max, Pens., III. Reinerg. 14.	[1251, 327, 1504, 342]
directory-entry: – Eduard, Friseur, V. Schönbrunner Str. 105.	[44, 213, 330, 229]
directory-entry: – Oswald, JDr., Reg.Rat b. Polizeidirekt., XVII/1 Witthauerg. 20.	[849, 1285, 1235, 1317]
directory-entry: Tschabuschnigg Franziska, Lebensmittelhdlg., XIII/1 Fenzig. 33.	[446, 278, 787, 310]
directory-entry: – Leo, Ing., BBOb.Baurat, V. Köstlerg. 5.	[44, 928, 302, 944]
directory-entry: Tschieche Hermann, Werkmstr., III. Kriegler g. 8.	[1251, 1334, 1571, 1350]
directory-entry: Tscherwenka Adele, Ob.Kontlor.Ww., VII. Burgg. 124.	[1251, 603, 1597, 619]
directory-entry: Tschepiat Hubert, Maschinentechn., XVIII/1 Colloredog. 4.	[849, 1074, 1229, 1090]
directory-entry: – Edmund, Kaufm., XIII/1 St. Veit-G. 68.	[44, 879, 300, 895]
directory-entry: Truttmann Emmy, Verkäuf., V. Rüdigerg. 4.	[44, 603, 321, 619]
directory-entry: Tschinkel Albin, JDr., Rechtsanwalt, XII/1 Schönbrunner Str. 230, T. R-36-1-26, Wohn. Nr. 282.	[1251, 1496, 1615, 1529]
directory-entry: – Eduard, Kaufm., XVII. Müglenderg. 2.	[446, 1577, 702, 1593]
directory-entry: Tschiedel Berta, Lehrerww., XIII/1 Hietzinger Kai 187.	[1251, 1025, 1604, 1041]
header-rule	[44, 57, 1642, 59]
directory-entry: Tschenko Franz, Pens., XV. Herklotsg. 32.	[849, 879, 1118, 895]
directory-entry: Tschernitschek Anna, städt. Lehrerin, XVIII/1 Gentzg. 122.	[1251, 278, 1631, 294]
directory-entry: – Florentine, Vermittlungsbüroinh., IX. Währinger Str. 15.	[1251, 1561, 1625, 1577]
directory-entry: Truschner Alois, Schlossermstr., XVII. Beheimgasse 56.	[44, 473, 403, 489]
directory-entry: Tscherner Hermine, Sticker., XVIII. Dreihausgasse 20.	[849, 1659, 1200, 1674]
directory-entry: – Josef, Tischler, IX. Seeg. 2.	[44, 1675, 227, 1691]
directory-entry: Truzalek Barbara, Priv., XX. Pasettistr. 23.	[44, 993, 316, 1009]
directory-entry: Tscheloth Alois, Installat., XXI. Schulzg. 15.	[849, 814, 1131, 830]
directory-entry: Tschauf Josef, Selcher, XVI. Rückertg. 45.	[446, 1480, 715, 1496]
directory-entry: Trydek Franz, Kraftw.Führ., IV. Wiedner Hauptstr. 61.	[44, 1139, 390, 1155]
directory-entry: – Michael, Lebensm., I. Postg. 2, Wohn. XII/1 Aichholzg. 8.	[44, 798, 421, 814]
directory-entry: – Rudolf, Ing., BBVermess.Rat, XIII. Fleschg. 15-17, Stg. 3.	[1251, 1009, 1631, 1025]
